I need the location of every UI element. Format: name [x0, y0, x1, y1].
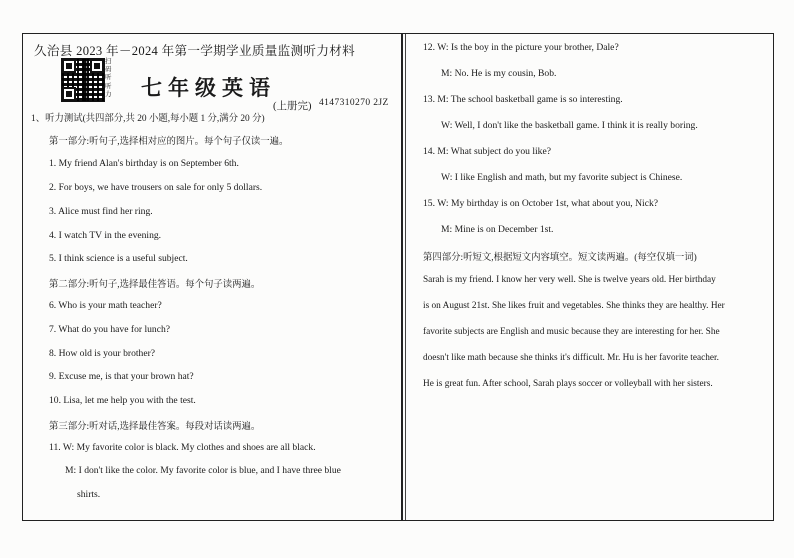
- list-item: W: Well, I don't like the basketball game. I think it is really boring.: [441, 120, 698, 131]
- list-item: 13. M: The school basketball game is so interesting.: [423, 94, 623, 105]
- column-divider-thin: [405, 34, 406, 520]
- column-divider: [401, 34, 403, 520]
- list-item: M: Mine is on December 1st.: [441, 224, 554, 235]
- passage-line: favorite subjects are English and music because they are interesting for her. She: [423, 327, 720, 337]
- list-item: 8. How old is your brother?: [49, 348, 156, 359]
- subject-title: 七年级英语: [141, 75, 276, 100]
- document-title: 久治县 2023 年－2024 年第一学期学业质量监测听力材料: [34, 44, 355, 58]
- section-heading: 第三部分:听对话,选择最佳答案。每段对话读两遍。: [49, 422, 261, 432]
- qr-finder: [62, 59, 76, 73]
- qr-finder: [62, 87, 76, 101]
- passage-line: He is great fun. After school, Sarah plays soccer or volleyball with her sisters.: [423, 379, 713, 389]
- list-item: M: I don't like the color. My favorite color is blue, and I have three blue: [65, 465, 341, 476]
- list-item: 15. W: My birthday is on October 1st, what about you, Nick?: [423, 198, 659, 209]
- list-item: 2. For boys, we have trousers on sale for only 5 dollars.: [49, 182, 263, 193]
- passage-line: Sarah is my friend. I know her very well. She is twelve years old. Her birthday: [423, 275, 716, 285]
- list-item: 1. My friend Alan's birthday is on September 6th.: [49, 158, 239, 169]
- list-item: M: No. He is my cousin, Bob.: [441, 68, 557, 79]
- list-item: 5. I think science is a useful subject.: [49, 253, 188, 264]
- document-code: 4147310270 2JZ: [319, 98, 389, 108]
- qr-finder: [90, 59, 104, 73]
- qr-code: [61, 58, 105, 102]
- volume-label: (上册完): [273, 101, 312, 112]
- list-item: 12. W: Is the boy in the picture your brother, Dale?: [423, 42, 619, 53]
- list-item: 7. What do you have for lunch?: [49, 324, 171, 335]
- section-heading: 第二部分:听句子,选择最佳答语。每个句子读两遍。: [49, 280, 261, 290]
- passage-line: is on August 21st. She likes fruit and vegetables. She thinks they are healthy. Her: [423, 301, 725, 311]
- instructions-heading: 1、听力测试(共四部分,共 20 小题,每小题 1 分,满分 20 分): [31, 114, 265, 124]
- list-item: 6. Who is your math teacher?: [49, 300, 162, 311]
- list-item: 10. Lisa, let me help you with the test.: [49, 395, 196, 406]
- list-item: W: I like English and math, but my favorite subject is Chinese.: [441, 172, 683, 183]
- list-item: 4. I watch TV in the evening.: [49, 230, 162, 241]
- list-item: 3. Alice must find her ring.: [49, 206, 153, 217]
- list-item: 11. W: My favorite color is black. My clothes and shoes are all black.: [49, 442, 316, 453]
- qr-caption: 扫码听听力: [105, 58, 112, 98]
- list-item: 9. Excuse me, is that your brown hat?: [49, 371, 194, 382]
- list-item: shirts.: [77, 489, 101, 500]
- list-item: 14. M: What subject do you like?: [423, 146, 551, 157]
- section-heading: 第一部分:听句子,选择相对应的图片。每个句子仅读一遍。: [49, 137, 289, 147]
- section-heading: 第四部分:听短文,根据短文内容填空。短文读两遍。(每空仅填一词): [423, 253, 697, 263]
- passage-line: doesn't like math because she thinks it's difficult. Mr. Hu is her favorite teacher.: [423, 353, 719, 363]
- page-frame: [22, 33, 774, 521]
